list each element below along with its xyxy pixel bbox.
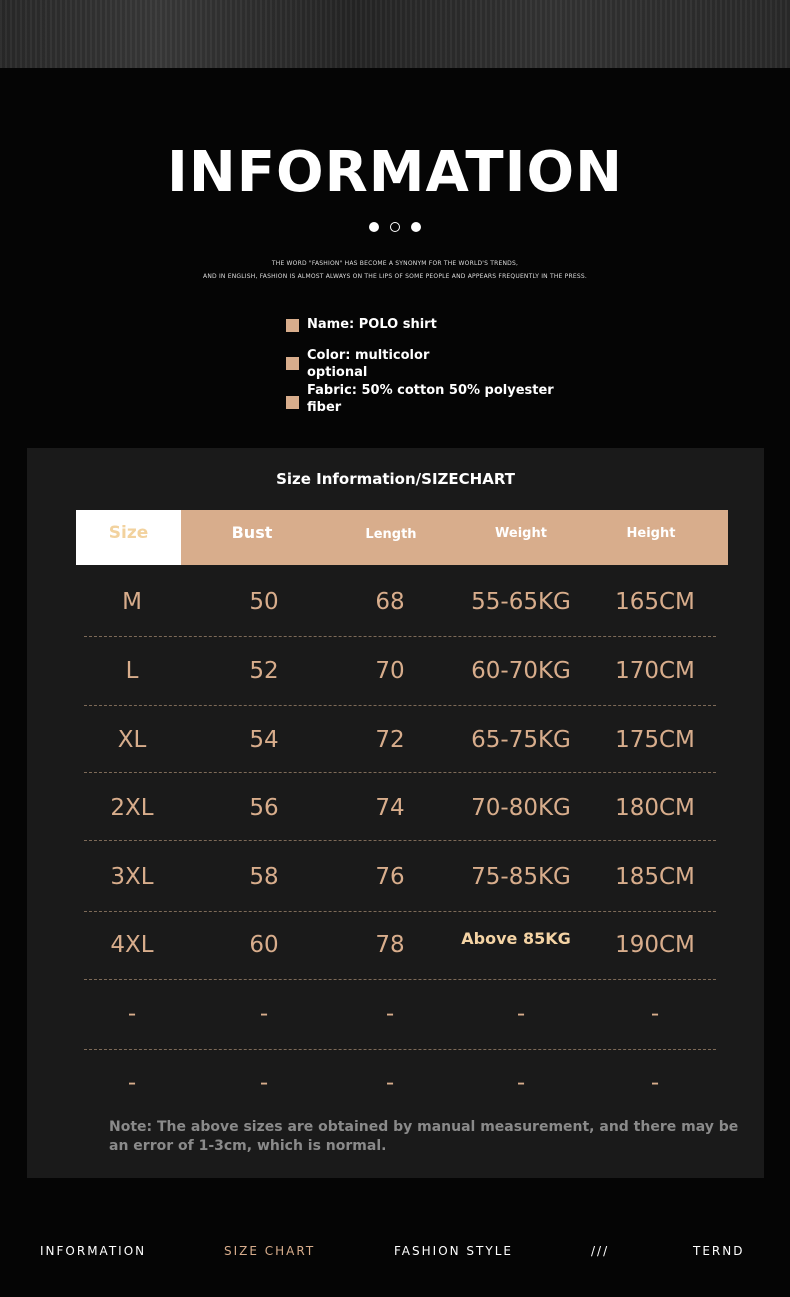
cell-length: 68 [375,589,405,615]
size-chart-title: Size Information/SIZECHART [276,470,515,488]
footer-nav [0,1244,790,1262]
cell-bust: 52 [249,658,279,684]
cell-height: 175CM [615,727,695,753]
cell-height: - [650,1070,660,1096]
footer-item-information[interactable]: INFORMATION [40,1244,147,1258]
dot-filled [369,222,379,232]
measurement-note: Note: The above sizes are obtained by manual measurement, and there may be an error of 1-3cm, which is normal. [109,1119,739,1154]
header-length: Length [365,527,417,542]
cell-size: M [122,589,142,615]
row-divider [84,772,716,773]
cell-weight: - [516,1070,526,1096]
footer-item-slashes[interactable]: /// [591,1244,610,1258]
spec-name [286,316,577,333]
row-divider [84,1049,716,1050]
cell-size: - [127,1001,137,1027]
table-row [27,843,764,911]
table-row [27,980,764,1048]
table-row [27,1049,764,1117]
cell-bust: 56 [249,795,279,821]
footer-item-fashion-style[interactable]: FASHION STYLE [394,1244,513,1258]
row-divider [84,840,716,841]
dot-filled [411,222,421,232]
spec-name-text: Name: POLO shirt [307,317,437,332]
cell-weight: 75-85KG [471,864,571,890]
cell-bust: 58 [249,864,279,890]
cell-height: 165CM [615,589,695,615]
size-chart-panel [27,448,764,1178]
cell-weight: 60-70KG [471,658,571,684]
cell-weight: 65-75KG [471,727,571,753]
spec-fabric-text: Fabric: 50% cotton 50% polyester fiber [307,383,554,415]
spec-color-text: Color: multicolor optional [307,348,430,380]
size-chart-header [76,510,728,565]
cell-length: 70 [375,658,405,684]
cell-height: - [650,1001,660,1027]
cell-height: 190CM [615,932,695,958]
row-divider [84,979,716,980]
top-texture-band [0,0,790,68]
cell-weight: - [516,1001,526,1027]
cell-bust: 54 [249,727,279,753]
header-bust: Bust [231,523,273,542]
table-row [27,706,764,774]
spec-fabric [286,382,572,416]
pagination-dots [0,222,790,232]
cell-size: L [125,658,139,684]
cell-height: 185CM [615,864,695,890]
table-row [27,568,764,636]
bullet-square-icon [286,396,299,409]
row-divider [84,911,716,912]
tagline-line-1: THE WORD "FASHION" HAS BECOME A SYNONYM FOR THE WORLD'S TRENDS, [271,260,519,267]
cell-length: 78 [375,932,405,958]
table-row [27,911,764,979]
cell-weight: 55-65KG [471,589,571,615]
dot-hollow [390,222,400,232]
spec-color [286,347,447,381]
footer-item-ternd[interactable]: TERND [693,1244,745,1258]
cell-length: - [385,1070,395,1096]
tagline-line-2: AND IN ENGLISH, FASHION IS ALMOST ALWAYS ON THE LIPS OF SOME PEOPLE AND APPEARS FREQUENTLY IN THE PRESS. [203,273,587,280]
cell-height: 170CM [615,658,695,684]
table-row [27,637,764,705]
cell-bust: 60 [249,932,279,958]
row-divider [84,705,716,706]
cell-size: 4XL [110,932,154,958]
page-title: INFORMATION [167,140,623,205]
header-size: Size [76,510,181,565]
cell-length: - [385,1001,395,1027]
bullet-square-icon [286,319,299,332]
cell-bust: 50 [249,589,279,615]
cell-length: 76 [375,864,405,890]
cell-height: 180CM [615,795,695,821]
row-divider [84,636,716,637]
header-weight: Weight [495,526,547,541]
cell-size: - [127,1070,137,1096]
header-height: Height [626,526,676,541]
table-row [27,774,764,842]
cell-size: XL [117,727,147,753]
cell-length: 72 [375,727,405,753]
cell-bust: - [259,1001,269,1027]
bullet-square-icon [286,357,299,370]
cell-size: 2XL [110,795,154,821]
cell-length: 74 [375,795,405,821]
cell-bust: - [259,1070,269,1096]
cell-weight: Above 85KG [461,929,571,948]
footer-item-size-chart[interactable]: SIZE CHART [224,1244,316,1258]
cell-weight: 70-80KG [471,795,571,821]
cell-size: 3XL [110,864,154,890]
